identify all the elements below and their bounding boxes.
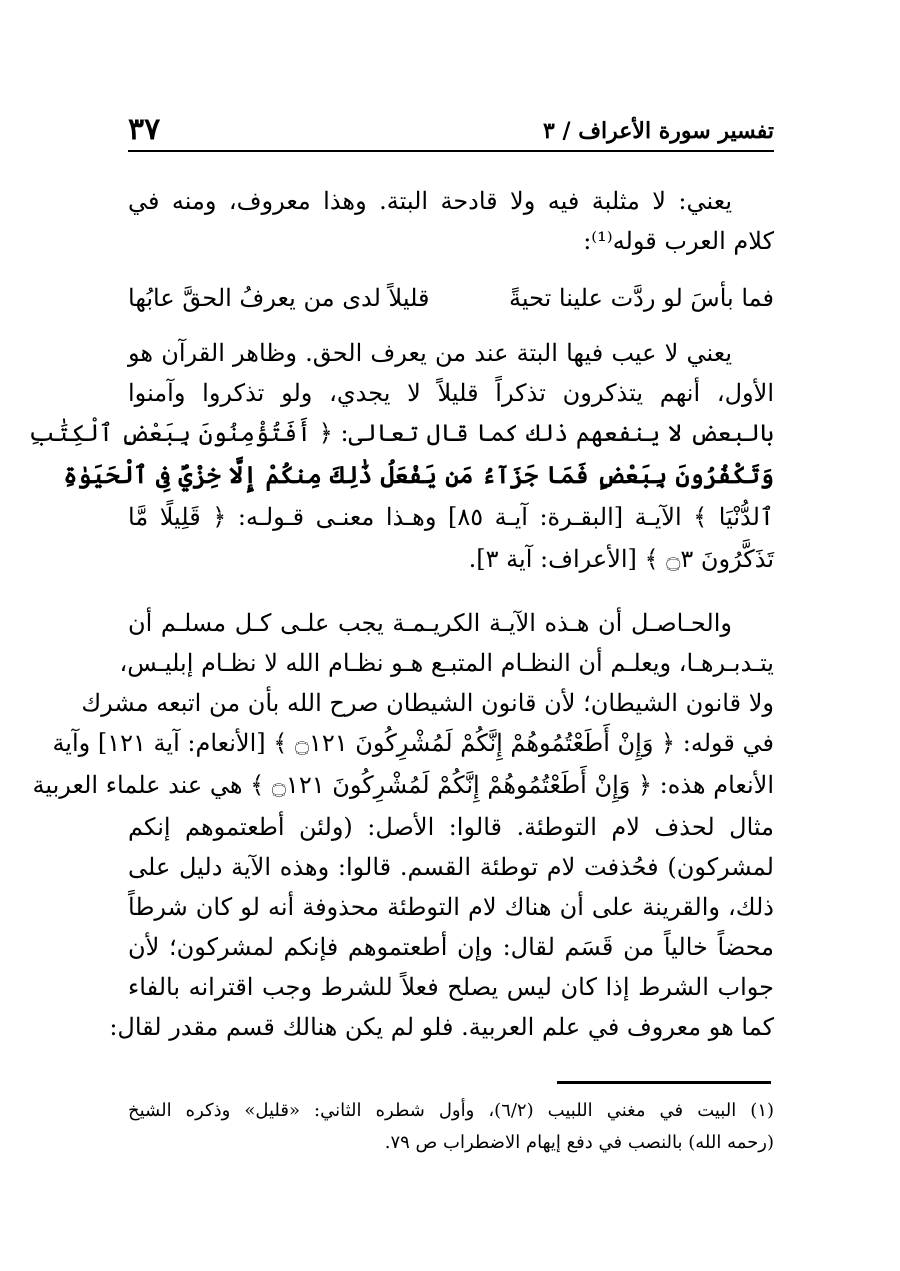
text-line: كما هو معروف في علم العربية. فلو لم يكن هنالك قسم مقدر لقال:: [109, 1013, 774, 1041]
text-line: في قوله: ﴿ وَإِنْ أَطَعْتُمُوهُمْ إِنَّكُمْ لَمُشْرِكُونَ ۝١٢١ ﴾ [الأنعام: آية ١٢١] وآية: [52, 729, 774, 757]
text-line: والحـاصـل أن هـذه الآيـة الكريـمـة يجب علـى كـل مسلـم أن: [128, 609, 732, 637]
text-line: يعني لا عيب فيها البتة عند من يعرف الحق. وظاهر القرآن هو: [128, 339, 732, 367]
header-title: تفسير سورة الأعراف / ٣: [543, 118, 774, 144]
text-line: تَذَكَّرُونَ ۝٣ ﴾ [الأعراف: آية ٣].: [468, 545, 774, 573]
poem-second-hemistich: قليلاً لدى من يعرفُ الحقَّ عابُها: [128, 284, 430, 312]
header-divider: [128, 150, 774, 152]
text-line: ذلك، والقرينة على أن هناك لام التوطئة محذوفة أنه لو كان شرطاً: [128, 893, 774, 921]
text-line: كلام العرب قوله⁽¹⁾:: [583, 227, 774, 255]
footnote-line: (رحمه الله) بالنصب في دفع إيهام الاضطراب ص ٧٩.: [384, 1132, 774, 1153]
text-line: لمشركون) فحُذفت لام توطئة القسم. قالوا: وهذه الآية دليل على: [128, 853, 774, 881]
footnote-line: (١) البيت في مغني اللبيب (٦/٢)، وأول شطره الثاني: «قليل» وذكره الشيخ: [128, 1100, 775, 1121]
text-line: مثال لحذف لام التوطئة. قالوا: الأصل: (ولئن أطعتموهم إنكم: [128, 813, 774, 841]
page-number: ٣٧: [128, 112, 161, 147]
poem-verse: [128, 278, 774, 318]
text-line: جواب الشرط إذا كان ليس يصلح فعلاً للشرط وجب اقترانه بالفاء: [128, 973, 774, 1001]
running-header: [128, 112, 774, 146]
text-line: ٱلدُّنْيَا ﴾ الآيـة [البقـرة: آيـة ٨٥] وهـذا معنـى قـولـه: ﴿ قَلِيلًا مَّا: [128, 503, 774, 531]
text-line: الأول، أنهم يتذكرون تذكراً قليلاً لا يجدي، ولو تذكروا وآمنوا: [128, 379, 774, 407]
text-line: الأنعام هذه: ﴿ وَإِنْ أَطَعْتُمُوهُمْ إِنَّكُمْ لَمُشْرِكُونَ ۝١٢١ ﴾ هي عند علماء العربية: [32, 771, 774, 799]
text-line: يعني: لا مثلبة فيه ولا قادحة البتة. وهذا معروف، ومنه في: [128, 187, 732, 215]
text-line: محضاً خالياً من قَسَم لقال: وإن أطعتموهم فإنكم لمشركون؛ لأن: [128, 933, 774, 961]
footnote-divider: [557, 1081, 771, 1084]
text-line: بالبعض لا ينفعهم ذلك كما قال تعالى: ﴿ أَفَتُؤْمِنُونَ بِبَعْضِ ٱلْكِتَٰبِ: [28, 419, 774, 447]
quran-verse-line: وَتَكْفُرُونَ بِبَعْضٍ فَمَا جَزَآءُ مَن يَفْعَلُ ذَٰلِكَ مِنكُمْ إِلَّا خِزْيٌ فِى ٱلْحَيَوٰةِ: [63, 460, 774, 489]
text-line: ولا قانون الشيطان؛ لأن قانون الشيطان صرح الله بأن من اتبعه مشرك: [81, 689, 774, 717]
text-line: يتـدبـرهـا، ويعلـم أن النظـام المتبـع هـو نظـام الله لا نظـام إبليـس،: [119, 649, 774, 677]
poem-first-hemistich: فما بأسَ لو ردَّت علينا تحيةً: [508, 284, 774, 312]
